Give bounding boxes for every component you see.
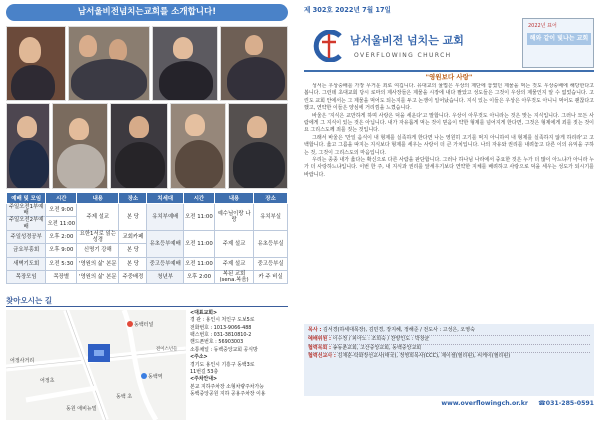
cell: 예수님이랑 나랑 (214, 204, 253, 231)
photo-2 (68, 26, 150, 101)
contact-line: 소통채널 : 동백중앙교회 공식방 (190, 346, 258, 353)
contact-line: 핸드폰번호 : 56903003 (190, 339, 244, 346)
church-logo-icon (312, 30, 346, 62)
theme-year: 2022년 표어 (528, 23, 557, 29)
website-link[interactable]: www.overflowingch.or.kr (441, 400, 528, 407)
cell: 목장모임 (7, 271, 46, 284)
staff-label: 협력선교사 : (308, 353, 336, 360)
cell: 유치부예배 (147, 204, 184, 231)
table-row (7, 230, 288, 243)
directions-title: 찾아오시는 길 (6, 295, 288, 307)
photo-7 (110, 103, 168, 189)
th-worship: 예배 및 모임 (7, 193, 46, 204)
staff-row (308, 345, 590, 354)
cell: 본 당 (119, 257, 147, 270)
contact-line: 팩스번호 : 031-3810810-2 (190, 332, 252, 339)
cell: 오전 11:00 (46, 217, 77, 230)
staff-text: 송동춘교회, 고산중앙교회, 동백중앙교회 (332, 344, 422, 351)
contact-heading-church: <대표교회> (190, 310, 218, 316)
th-place: 장소 (119, 193, 147, 204)
church-english-name: OVERFLOWING CHURCH (354, 52, 452, 59)
map-label-intersection: 어정사거리 (10, 358, 35, 364)
th-time-2: 시간 (183, 193, 214, 204)
th-place-2: 장소 (254, 193, 288, 204)
cell: 중고등부예배 (147, 257, 184, 270)
contact-heading-address: <주소> (190, 354, 208, 361)
tunnel-marker (127, 321, 133, 327)
year-theme-box (522, 18, 594, 68)
cell: 주제 설교 (77, 204, 119, 231)
map-label-station: 동백역 (148, 374, 163, 380)
cell: 오전 5:30 (46, 257, 77, 270)
th-next-gen: 치세대 (147, 193, 184, 204)
cell: 주일오전2부예배 (7, 217, 46, 230)
cell: 신명기 강해 (77, 244, 119, 257)
th-content: 내용 (77, 193, 119, 204)
contact-line: 경기도 용인시 기흥구 동백3로 (190, 361, 255, 368)
contact-heading-parking: <주차안내> (190, 376, 218, 383)
cell: 오전 9:00 (46, 204, 77, 217)
photo-9 (228, 103, 288, 189)
church-name: 남서울비전 넘치는 교회 (350, 34, 464, 47)
staff-text: 김서경(하세대목장), 김민경, 장지혜, 정해준 / 전도사 : 고성은, 오영숙 (323, 327, 475, 333)
station-marker (141, 373, 147, 379)
cell: 오전 11:00 (183, 257, 214, 270)
cell: 오후 2:00 (46, 230, 77, 243)
staff-row (308, 353, 590, 361)
cell: 주제 설교 (214, 230, 253, 257)
cell: '영원의 삶' 본문 (77, 271, 119, 284)
staff-label: 목사 : (308, 327, 322, 333)
contact-line: 11번길 53층 (190, 368, 219, 375)
staff-box (304, 324, 594, 396)
sermon-paragraph: 성서는 우상숭배를 가장 무거운 죄로 여깁니다. 유대교의 율법은 우상의 제단에 놓였던 제물을 먹는 것도 우상숭배에 해당한다고 봅니다. 그런데 초대교회 당시 로마의 제사장들은 제물을 시장에 내다 팔았고 성도들은 그것이 우상의 제물인지 알 수 없었습니다. 고린도 교회 안에서는 그 제물을 먹어도 되는지를 두고 논쟁이 일어났습니다. 지식 있는 이들은 우상은 아무것도 아니니 먹어도 괜찮다고 했고, 연약한 이들은 양심에 거리낌을 느꼈습니다. (304, 83, 594, 112)
table-header-row (7, 193, 288, 204)
right-page (304, 4, 594, 420)
issue-line: 제 302호 2022년 7월 17일 (304, 6, 391, 14)
photo-3 (152, 26, 218, 101)
photo-6 (52, 103, 108, 189)
theme-text: 해와 같이 빛나는 교회 (527, 33, 591, 45)
footer (304, 400, 594, 407)
contact-info (190, 310, 288, 420)
photo-collage (6, 26, 288, 189)
contact-line: 본교 지하주차장 소형차량주차가능 (190, 383, 264, 390)
map-label-school-1: 어정초 (40, 378, 55, 384)
map-label-tunnel: 동백터널 (134, 322, 154, 328)
photo-4 (220, 26, 288, 101)
table-row (7, 257, 288, 270)
sermon-body (304, 83, 594, 321)
table-row (7, 204, 288, 217)
cell: 목장별 (46, 271, 77, 284)
contact-line: 동백중앙공원 지하 공용주차장 이용 (190, 390, 266, 397)
cell: 청년부 (147, 271, 184, 284)
contact-line: 전화번호 : 1013-9066-488 (190, 324, 252, 331)
intro-banner: 남서울비전넘치는교회를 소개합니다! (6, 4, 288, 21)
cell: 복된 교회 (sena.복음) (214, 271, 253, 284)
table-row (7, 271, 288, 284)
cell: 주일오전1부예배 (7, 204, 46, 217)
staff-row (308, 327, 590, 336)
worship-schedule-table (6, 192, 288, 284)
cell: 오전 11:00 (183, 204, 214, 231)
cell: 오전 11:00 (183, 230, 214, 257)
cell: 주제 설교 (214, 257, 253, 270)
cell: 카 주 비실 (254, 271, 288, 284)
left-page (6, 4, 288, 420)
cell: 교회카페 (119, 230, 147, 243)
th-time: 시간 (46, 193, 77, 204)
contact-line: 경 관 : 용인시 처인구 도보5로 (190, 317, 255, 324)
cell: 유초등부예배 (147, 230, 184, 257)
cell: 본 당 (119, 244, 147, 257)
cell: 금요부흥회 (7, 244, 46, 257)
staff-label: 예배위원 : (308, 335, 332, 342)
church-header (304, 16, 594, 72)
cell: 오후 9:00 (46, 244, 77, 257)
photo-8 (170, 103, 226, 189)
phone-number: ☎031-285-0591 (538, 400, 594, 407)
cell: 유초등부실 (254, 230, 288, 257)
staff-label: 협력목회 : (308, 344, 332, 351)
sermon-paragraph: 바울은 '지식은 교만하게 하며 사랑은 덕을 세운다'고 말합니다. 우상이 아무것도 아니라는 것은 맞는 지식입니다. 그러나 모든 사람에게 그 지식이 있는 것은 아닙니다. 내가 자유롭게 먹는 것이 믿음이 약한 형제를 넘어지게 한다면, 그것은 형제에게 죄를 짓는 것이요 그리스도께 죄를 짓는 것입니다. (304, 112, 594, 134)
sermon-paragraph: 그래서 바울은 '만일 음식이 내 형제를 실족하게 한다면 나는 영원히 고기를 먹지 아니하여 내 형제를 실족하지 않게 하리라'고 고백합니다. 옳고 그름을 따지는 지식보다 형제를 세우는 사랑이 더 큰 가치입니다. 나의 자유와 권리를 내려놓고 다른 이의 유익을 구하는 것, 그것이 그리스도의 마음입니다. (304, 134, 594, 156)
map-label-school-2: 동백 초 (116, 394, 133, 400)
directions-map (6, 310, 186, 420)
cell: 본 당 (119, 204, 147, 231)
sermon-paragraph: 우리는 종종 내가 옳다는 확신으로 다른 사람을 판단합니다. 그러나 하나님 나라에서 중요한 것은 누가 더 많이 아느냐가 아니라 누가 더 사랑하느냐입니다. 이번 한 주, 내 지식과 권리를 앞세우기보다 연약한 지체를 배려하고 사랑으로 덕을 세우는 성도가 되시기를 바랍니다. (304, 156, 594, 178)
cell: '영원의 삶' 본문 (77, 257, 119, 270)
photo-5 (6, 103, 50, 189)
cell: 중고등부실 (254, 257, 288, 270)
cell: 주중배정 (119, 271, 147, 284)
staff-text: 이수정 / 피아노 : 조희숙 / 찬양인도 : 박창균 (332, 335, 430, 342)
sermon-title: "영원보다 사랑" (425, 73, 473, 81)
photo-1 (6, 26, 66, 101)
cell: 오후 2:00 (183, 271, 214, 284)
cell: 유치부실 (254, 204, 288, 231)
th-content-2: 내용 (214, 193, 253, 204)
staff-row (308, 336, 590, 345)
cell: 주일성경공부 (7, 230, 46, 243)
map-label-building: 전이스넌들 (156, 347, 178, 352)
map-label-apartment: 동원 애비뉴빌 (66, 406, 97, 412)
cell: 새벽기도회 (7, 257, 46, 270)
cell: 요한1서로 읽는 성경 (77, 230, 119, 243)
staff-text: 김재훈-탁화장선교사(태국), 정영희목사(CCC), 제이셀(필리핀), 씨케이(필리핀) (337, 353, 511, 360)
